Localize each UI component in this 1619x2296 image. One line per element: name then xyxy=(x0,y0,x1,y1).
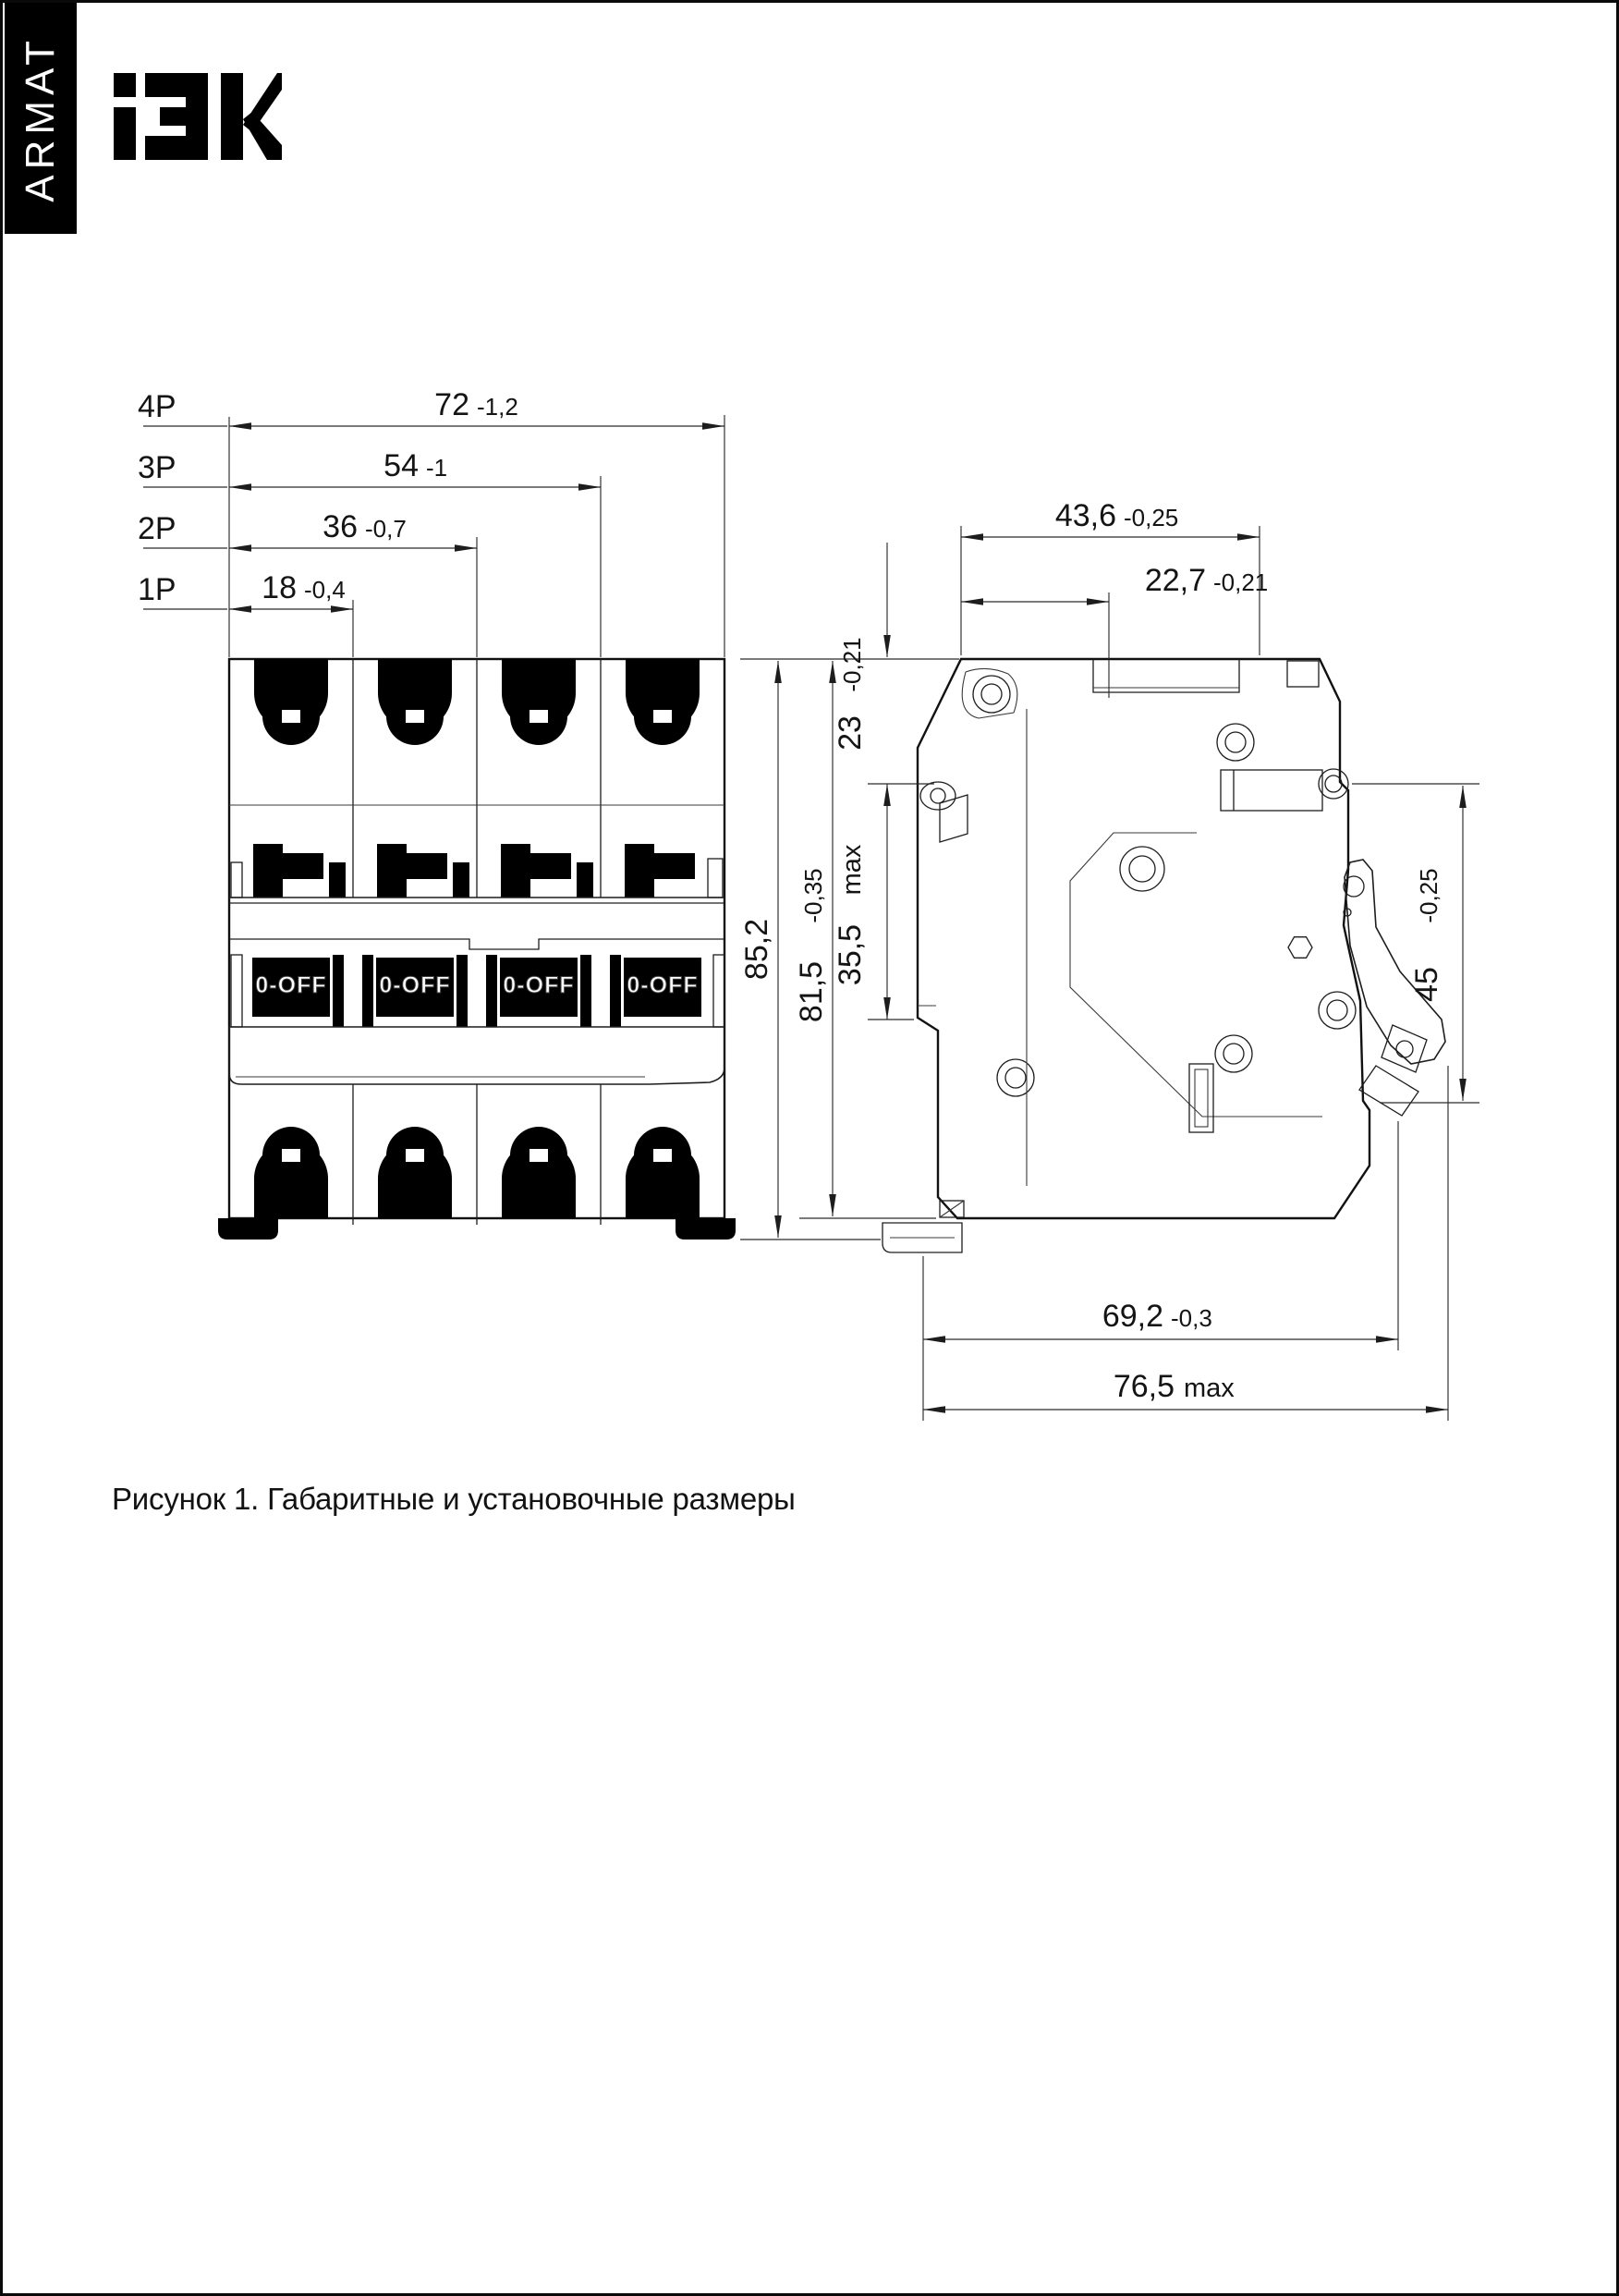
side-left-dimensions xyxy=(833,543,934,1020)
front-width-dimensions xyxy=(138,387,724,657)
dimension-value: 36 xyxy=(323,509,358,544)
dimension-tolerance: -0,35 xyxy=(799,868,827,923)
dimension-value: 35,5 xyxy=(833,923,868,986)
toggle-state-label: 0-OFF xyxy=(379,972,451,998)
side-body-outline xyxy=(918,659,1369,1218)
pole-count-label: 2P xyxy=(138,511,177,546)
side-interior-contours xyxy=(940,709,1322,1217)
side-top-dimensions xyxy=(961,498,1268,698)
terminal-screw xyxy=(254,1127,328,1218)
dimension-tolerance: -0,21 xyxy=(1213,568,1269,596)
lower-tie-bar xyxy=(229,1027,724,1084)
dimension-value: 18 xyxy=(262,570,297,605)
dimension-tolerance: -1,2 xyxy=(477,393,518,421)
terminal-screw xyxy=(378,659,452,745)
dimension-suffix: max xyxy=(1184,1374,1235,1403)
upper-tie-bar xyxy=(229,898,724,949)
dimension-value: 76,5 xyxy=(1113,1369,1175,1404)
dimension-tolerance: -0,25 xyxy=(1415,868,1442,923)
dimension-value: 23 xyxy=(833,715,868,751)
pole-count-label: 4P xyxy=(138,389,177,424)
terminal-screw xyxy=(502,1127,576,1218)
pole-count-label: 3P xyxy=(138,450,177,485)
toggle-plates xyxy=(231,955,724,1027)
mounting-foot xyxy=(676,1218,736,1240)
dimension-value: 81,5 xyxy=(794,960,829,1023)
dimension-value: 85,2 xyxy=(739,918,774,981)
terminal-screw xyxy=(502,659,576,745)
dimension-value: 54 xyxy=(383,448,419,483)
dimension-value: 69,2 xyxy=(1102,1299,1163,1334)
terminal-screw xyxy=(254,659,328,745)
dimension-tolerance: -0,25 xyxy=(1124,504,1179,531)
dimension-value: 22,7 xyxy=(1144,563,1206,598)
dimension-value: 45 xyxy=(1409,967,1444,1002)
dimension-value: 43,6 xyxy=(1054,498,1116,533)
dimension-tolerance: -1 xyxy=(426,454,448,482)
terminal-screw xyxy=(626,1127,700,1218)
dimension-value: 72 xyxy=(434,387,469,422)
pole-count-label: 1P xyxy=(138,572,177,607)
mounting-foot xyxy=(218,1218,278,1240)
dimension-tolerance: -0,4 xyxy=(304,576,346,604)
din-latch xyxy=(883,1006,962,1252)
dimension-annotations xyxy=(138,387,1479,1421)
front-view xyxy=(218,659,736,1240)
toggle-state-label: 0-OFF xyxy=(255,972,327,998)
terminal-screw xyxy=(626,659,700,745)
terminal-screw xyxy=(378,1127,452,1218)
side-screw-bosses xyxy=(920,668,1356,1096)
dimension-tolerance: -0,7 xyxy=(365,515,407,543)
dimension-tolerance: -0,3 xyxy=(1171,1304,1212,1332)
toggle-state-label: 0-OFF xyxy=(627,972,699,998)
pole-divider-lines xyxy=(353,659,601,1225)
side-top-terminal-slot xyxy=(1093,659,1319,692)
side-right-dimension xyxy=(1352,784,1479,1103)
side-view xyxy=(883,659,1445,1252)
dimension-tolerance: -0,21 xyxy=(838,637,866,692)
brand-tab-label: ARMAT xyxy=(18,34,63,202)
dimension-suffix: max xyxy=(837,844,867,896)
technical-drawing xyxy=(3,3,1619,2296)
toggle-state-label: 0-OFF xyxy=(503,972,575,998)
figure-caption: Рисунок 1. Габаритные и установочные размеры xyxy=(112,1482,796,1516)
